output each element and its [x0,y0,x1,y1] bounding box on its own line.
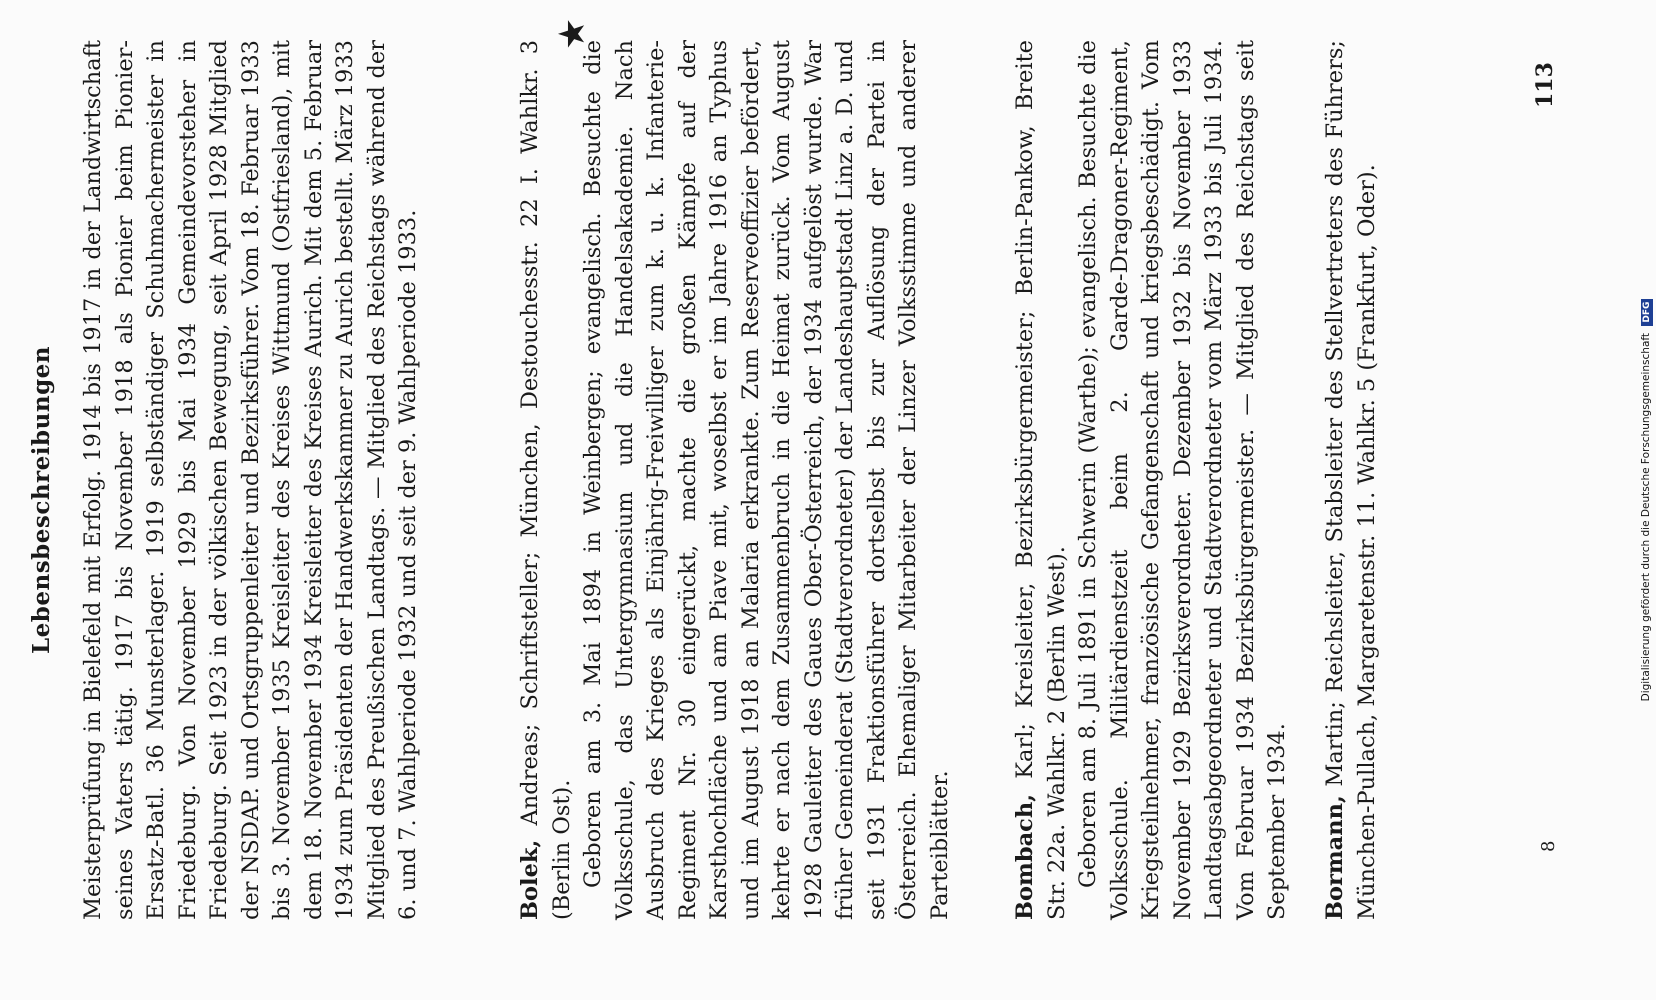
entry-name: Bormann, [1322,795,1348,920]
continuation-text: Meisterprüfung in Bielefeld mit Erfolg. 1914 bis 1917 in der Landwirtschaft seines Vaters tätig. 1917 bis November 1918 als Pionier beim Pionier-Ersatz-Batl. 36 Munsterlager. 1919 selbständiger Schuhmachermeister in Friedeburg. Von November 1929 bis Mai 1934 Gemeindevorsteher in Friedeburg. Seit 1923 in der völkischen Bewegung, seit April 1928 Mitglied der NSDAP. und Ortsgruppenleiter und Bezirksführer. Vom 18. Februar 1933 bis 3. November 1935 Kreisleiter des Kreises Wittmund (Ostfriesland), mit dem 18. November 1934 Kreisleiter des Kreises Aurich. Mit dem 5. Februar 1934 zum Präsidenten der Handwerkskammer zu Aurich bestellt. März 1933 Mitglied des Preußischen Landtags. — Mitglied des Reichstags während der 6. und 7. Wahlperiode 1932 und seit der 9. Wahlperiode 1933. [80,40,421,920]
star-mark-icon: ★ [552,17,593,50]
entry-bormann [1320,40,1383,920]
entry-body: Geboren am 3. Mai 1894 in Weinbergen; evangelisch. Besuchte die Volksschule, das Untergymnasium und die Handelsakademie. Nach Ausbruch des Krieges als Einjährig-Freiwilliger zum k. u. k. Infanterie-Regiment Nr. 30 eingerückt, machte die großen Kämpfe auf der Karsthochfläche und am Piave mit, woselbst er im Jahre 1916 an Typhus und im August 1918 an Malaria erkrankte. Zum Reserveoffizier befördert, kehrte er nach dem Zusammenbruch in die Heimat zurück. Vom August 1928 Gauleiter des Gaues Ober-Österreich, der 1934 aufgelöst wurde. War früher Gemeinderat (Stadtverordneter) der Landeshauptstadt Linz a. D. und seit 1931 Fraktionsführer dortselbst bis zur Auflösung der Partei in Österreich. Ehemaliger Mitarbeiter der Linzer Volksstimme und anderer Parteiblätter. [580,40,953,920]
continuation-paragraph [78,40,425,920]
entry-bombach [1010,40,1294,920]
entry-body: Geboren am 8. Juli 1891 in Schwerin (Warthe); evangelisch. Besuchte die Volksschule. Militärdienstzeit beim 2. Garde-Dragoner-Regiment, Kriegsteilnehmer, französische Gefangenschaft und kriegsbeschädigt. Vom November 1929 Bezirksverordneter. Dezember 1932 bis November 1933 Landtagsabgeordneter und Stadtverordneter vom März 1933 bis Juli 1934. Vom Februar 1934 Bezirksbürgermeister. — Mitglied des Reichstags seit September 1934. [1075,40,1290,920]
signature-mark: 8 [1538,840,1559,852]
entry-address: Andreas; Schriftsteller; München, Destouchesstr. 22 I. Wahlkr. 3 (Berlin Ost). [517,39,575,920]
credit-text: Digitalisierung gefördert durch die Deutsche Forschungsgemeinschaft [1640,332,1652,702]
entry-address: Karl; Kreisleiter, Bezirksbürgermeister; Berlin-Pankow, Breite Str. 22a. Wahlkr. 2 (Berlin West). [1012,40,1070,920]
entry-bolek [515,40,956,920]
entry-name: Bolek, [517,839,543,920]
entry-name: Bombach, [1012,793,1038,920]
page-header: Lebensbeschreibungen [28,345,55,655]
entry-address: Martin; Reichsleiter, Stabsleiter des Stellvertreters des Führers; München-Pullach, Margaretenstr. 11. Wahlkr. 5 (Frankfurt, Oder). [1322,40,1380,920]
dfg-logo: DFG [1641,299,1653,326]
page-number: 113 [1532,62,1558,108]
digitization-credit [1640,0,1653,1000]
